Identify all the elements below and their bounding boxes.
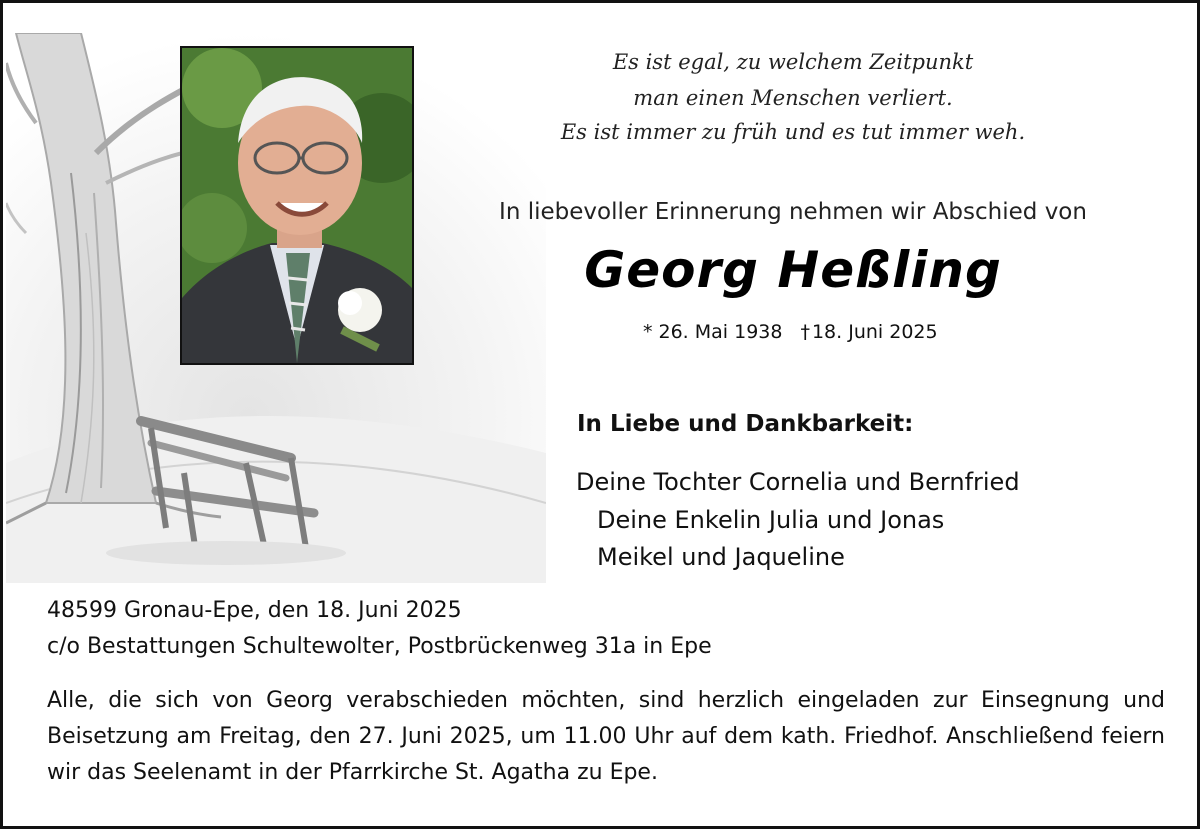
quote-line-1: Es ist egal, zu welchem Zeitpunkt: [612, 50, 974, 74]
died-symbol: †: [800, 321, 810, 343]
life-dates: [643, 321, 944, 343]
mourner-line: Deine Tochter Cornelia und Bernfried: [576, 468, 1020, 496]
intro-text: In liebevoller Erinnerung nehmen wir Abschied von: [499, 199, 1087, 225]
mourners-heading: In Liebe und Dankbarkeit:: [577, 411, 914, 437]
mourner-line: Meikel und Jaqueline: [597, 543, 845, 571]
quote-line-2: man einen Menschen verliert.: [633, 86, 953, 110]
funeral-notice: Alle, die sich von Georg verabschieden möchten, sind herzlich eingeladen zur Einsegnung und Beisetzung am Freitag, den 27. Juni 2025, um 11.00 Uhr auf dem kath. Friedhof. Anschließend feiern wir das Seelenamt in der Pfarrkirche St. Agatha zu Epe.: [47, 688, 1165, 785]
funeral-home-address: c/o Bestattungen Schultewolter, Postbrückenweg 31a in Epe: [47, 634, 712, 659]
place-date: 48599 Gronau-Epe, den 18. Juni 2025: [47, 598, 462, 623]
birth-date: 26. Mai 1938: [658, 321, 783, 343]
death-date: 18. Juni 2025: [811, 321, 938, 343]
portrait-photo: [180, 46, 414, 365]
deceased-name: Georg Heßling: [584, 241, 1002, 299]
born-symbol: *: [643, 321, 653, 343]
mourner-line: Deine Enkelin Julia und Jonas: [597, 506, 945, 534]
quote-line-3: Es ist immer zu früh und es tut immer weh.: [560, 120, 1026, 144]
